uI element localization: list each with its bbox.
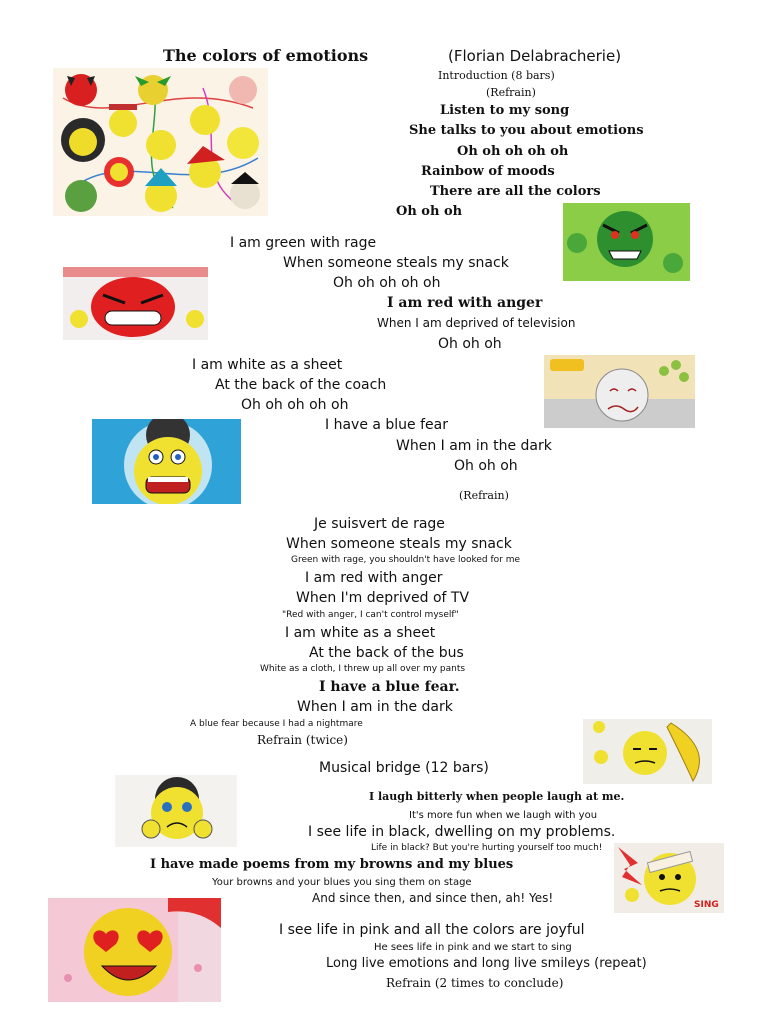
ending-line-9: He sees life in pink and we start to sing bbox=[374, 942, 572, 953]
verse-line-1: I am green with rage bbox=[230, 235, 377, 251]
sad-curly-image bbox=[115, 775, 237, 847]
refrain-line-4: Rainbow of moods bbox=[421, 164, 555, 179]
refrain-tag-2: (Refrain) bbox=[459, 489, 509, 502]
verse-line-3: Oh oh oh oh oh bbox=[333, 275, 441, 291]
section2-line-2: When someone steals my snack bbox=[286, 536, 512, 552]
red-anger-image bbox=[63, 267, 208, 340]
verse-line-9: Oh oh oh oh oh bbox=[241, 397, 349, 413]
refrain-line-3: Oh oh oh oh oh bbox=[457, 144, 569, 159]
green-rage-image bbox=[563, 203, 690, 281]
verse-line-5: When I am deprived of television bbox=[377, 316, 576, 330]
section2-line-4: I am red with anger bbox=[305, 570, 443, 586]
song-title: The colors of emotions bbox=[163, 46, 369, 65]
emotions-collage-image bbox=[53, 68, 268, 216]
song-author: (Florian Delabracherie) bbox=[448, 47, 622, 65]
blue-fear-image bbox=[92, 419, 241, 504]
svg-text:SING: SING bbox=[694, 900, 719, 910]
verse-line-2: When someone steals my snack bbox=[283, 255, 509, 271]
section2-line-5: When I'm deprived of TV bbox=[296, 590, 470, 606]
verse-line-6: Oh oh oh bbox=[438, 336, 502, 352]
ending-line-6: Your browns and your blues you sing them on stage bbox=[212, 877, 472, 888]
heart-eyes-image bbox=[48, 898, 221, 1002]
verse-line-12: Oh oh oh bbox=[454, 458, 518, 474]
section2-line-7: I am white as a sheet bbox=[285, 625, 436, 641]
verse-line-11: When I am in the dark bbox=[396, 438, 552, 454]
verse-line-7: I am white as a sheet bbox=[192, 357, 343, 373]
ending-line-3: I see life in black, dwelling on my problems. bbox=[308, 824, 616, 840]
ending-line-4: Life in black? But you're hurting yourself too much! bbox=[371, 843, 603, 853]
refrain-line-6: Oh oh oh bbox=[396, 204, 463, 219]
verse-line-10: I have a blue fear bbox=[325, 417, 448, 433]
ending-line-2: It's more fun when we laugh with you bbox=[409, 810, 598, 821]
refrain-line-2: She talks to you about emotions bbox=[409, 123, 644, 138]
intro-line: Introduction (8 bars) bbox=[438, 69, 555, 82]
section2-line-10: I have a blue fear. bbox=[319, 679, 460, 695]
refrain-line-5: There are all the colors bbox=[430, 184, 601, 199]
section2-line-8: At the back of the bus bbox=[309, 645, 464, 661]
banana-smiley-image bbox=[583, 719, 712, 784]
section2-line-12: A blue fear because I had a nightmare bbox=[190, 719, 363, 729]
section2-line-3: Green with rage, you shouldn't have looked for me bbox=[291, 555, 521, 565]
ending-line-1: I laugh bitterly when people laugh at me. bbox=[369, 790, 625, 803]
refrain-tag: (Refrain) bbox=[486, 86, 536, 99]
refrain-line-1: Listen to my song bbox=[440, 103, 570, 118]
section2-line-11: When I am in the dark bbox=[297, 699, 453, 715]
section2-line-13: Refrain (twice) bbox=[257, 733, 348, 747]
section2-line-1: Je suisvert de rage bbox=[314, 516, 445, 532]
ending-line-11: Refrain (2 times to conclude) bbox=[386, 976, 564, 990]
verse-line-4: I am red with anger bbox=[387, 295, 543, 311]
ending-line-8: I see life in pink and all the colors are joyful bbox=[279, 922, 585, 938]
white-sheet-image bbox=[544, 355, 695, 428]
section2-line-6: "Red with anger, I can't control myself" bbox=[282, 610, 459, 620]
ending-line-10: Long live emotions and long live smileys (repeat) bbox=[326, 956, 647, 971]
musical-bridge: Musical bridge (12 bars) bbox=[319, 760, 489, 776]
ending-line-5: I have made poems from my browns and my blues bbox=[150, 857, 514, 872]
section2-line-9: White as a cloth, I threw up all over my pants bbox=[260, 664, 466, 674]
verse-line-8: At the back of the coach bbox=[215, 377, 387, 393]
bandaged-smiley-image bbox=[614, 843, 724, 913]
ending-line-7: And since then, and since then, ah! Yes! bbox=[312, 891, 554, 905]
